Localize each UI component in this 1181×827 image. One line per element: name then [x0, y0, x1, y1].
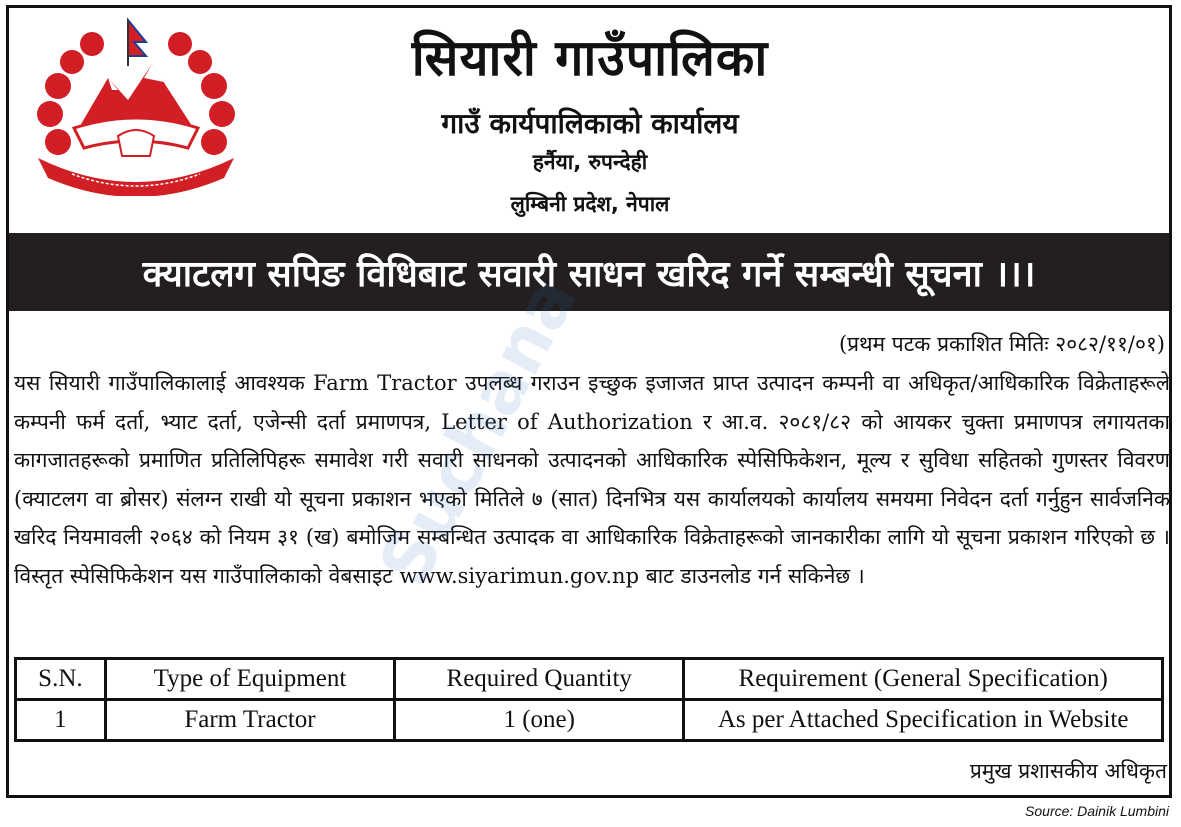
equipment-table	[14, 657, 1164, 742]
cell-sn: 1	[16, 700, 106, 741]
municipality-title: सियारी गाउँपालिका	[411, 29, 769, 87]
nepal-emblem-logo	[28, 16, 244, 196]
table-header-row	[16, 659, 1163, 700]
cell-equipment: Farm Tractor	[105, 700, 394, 741]
office-subtitle: गाउँ कार्यपालिकाको कार्यालय	[441, 107, 739, 140]
notice-heading-banner: क्याटलग सपिङ विधिबाट सवारी साधन खरिद गर्ने सम्बन्धी सूचना ।।।	[9, 233, 1169, 311]
header-requirement: Requirement (General Specification)	[684, 659, 1163, 700]
signatory: प्रमुख प्रशासकीय अधिकृत	[969, 759, 1167, 783]
publication-date: (प्रथम पटक प्रकाशित मितिः २०८२/११/०१)	[838, 332, 1165, 356]
header-equipment: Type of Equipment	[105, 659, 394, 700]
address-line-2: लुम्बिनी प्रदेश, नेपाल	[510, 192, 670, 216]
cell-requirement: As per Attached Specification in Website	[684, 700, 1163, 741]
cell-quantity: 1 (one)	[395, 700, 684, 741]
header-quantity: Required Quantity	[395, 659, 684, 700]
table-row	[16, 700, 1163, 741]
address-line-1: हर्नैया, रुपन्देही	[532, 150, 648, 174]
notice-body: यस सियारी गाउँपालिकालाई आवश्यक Farm Tractor उपलब्ध गराउन इच्छुक इजाजत प्राप्त उत्पादन कम्पनी वा अधिकृत/आधिकारिक विक्रेताहरूले कम्पनी फर्म दर्ता, भ्याट दर्ता, एजेन्सी दर्ता प्रमाणपत्र, Letter of Authorization र आ.व. २०८१/८२ को आयकर चुक्ता प्रमाणपत्र लगायतका कागजातहरूको प्रमाणित प्रतिलिपिहरू समावेश गरी सवारी साधनको उत्पादनको आधिकारिक स्पेसिफिकेशन, मूल्य र सुविधा सहितको गुणस्तर विवरण (क्याटलग वा ब्रोसर) संलग्न राखी यो सूचना प्रकाशन भएको मितिले ७ (सात) दिनभित्र यस कार्यालयको कार्यालय समयमा निवेदन दर्ता गर्नुहुन सार्वजनिक खरिद नियमावली २०६४ को नियम ३१ (ख) बमोजिम सम्बन्धित उत्पादक वा आधिकारिक विक्रेताहरूको जानकारीका लागि यो सूचना प्रकाशन गरिएको छ । विस्तृत स्पेसिफिकेशन यस गाउँपालिकाको वेबसाइट www.siyarimun.gov.np बाट डाउनलोड गर्न सकिनेछ ।	[14, 371, 1170, 588]
source-credit: Source: Dainik Lumbini	[1025, 803, 1169, 819]
header-sn: S.N.	[16, 659, 106, 700]
watermark: Suchana	[362, 263, 593, 599]
